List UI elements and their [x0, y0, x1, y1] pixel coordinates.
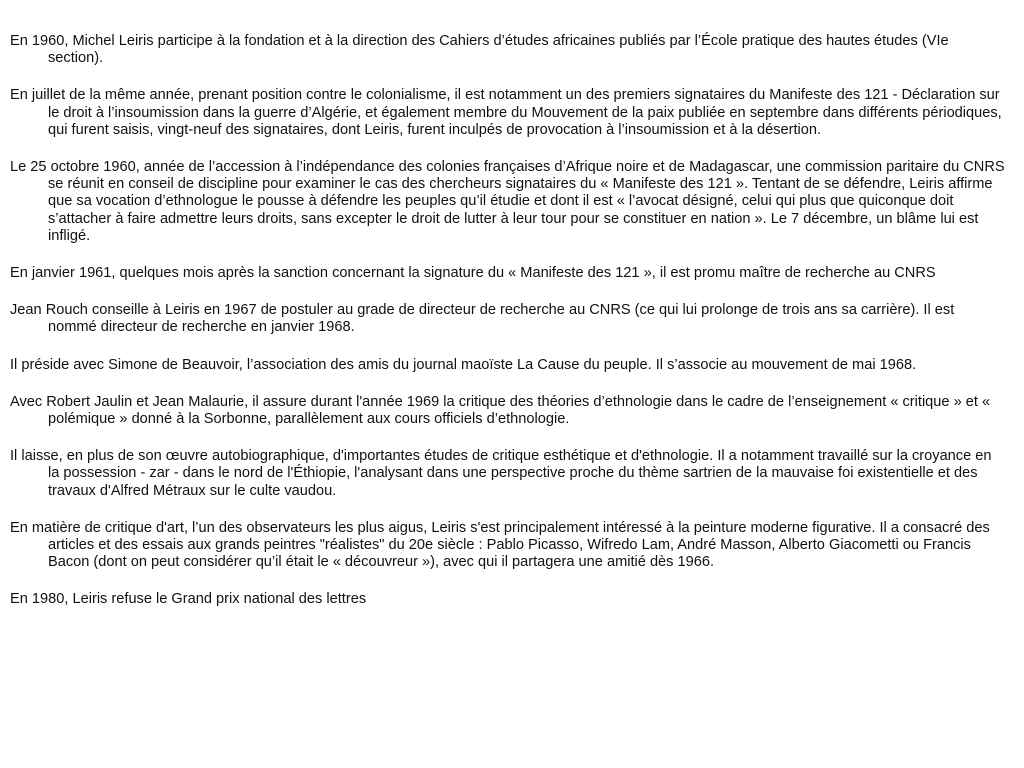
paragraph-8: Il laisse, en plus de son œuvre autobiographique, d'importantes études de critique esthétique et d'ethnologie. Il a notamment travaillé sur la croyance en la possession - zar - dans le nord de l'Éthiopie, l'analysant dans une perspective proche du thème sartrien de la mauvaise foi existentielle et des travaux d'Alfred Métraux sur le culte vaudou. [10, 448, 992, 499]
paragraph-3: Le 25 octobre 1960, année de l’accession à l’indépendance des colonies françaises d’Afrique noire et de Madagascar, une commission paritaire du CNRS se réunit en conseil de discipline pour examiner le cas des chercheurs signataires du « Manifeste des 121 ». Tentant de se défendre, Leiris affirme que sa vocation d’ethnologue le pousse à défendre les peuples qu’il étudie et dont il est « l’avocat désigné, celui qui plus que quiconque doit s’attacher à faire admettre leurs droits, sans excepter le droit de lutter à leur tour pour se constituer en nation ». Le 7 décembre, un blâme lui est infligé. [10, 159, 1005, 244]
paragraph-4: En janvier 1961, quelques mois après la sanction concernant la signature du « Manifeste des 121 », il est promu maître de recherche au CNRS [10, 265, 936, 282]
paragraph-10: En 1980, Leiris refuse le Grand prix national des lettres [10, 591, 367, 608]
paragraph-5: Jean Rouch conseille à Leiris en 1967 de postuler au grade de directeur de recherche au CNRS (ce qui lui prolonge de trois ans sa carrière). Il est nommé directeur de recherche en janvier 1968. [10, 302, 955, 336]
paragraph-1: En 1960, Michel Leiris participe à la fondation et à la direction des Cahiers d’études africaines publiés par l’École pratique des hautes études (VIe section). [10, 33, 949, 67]
paragraph-2: En juillet de la même année, prenant position contre le colonialisme, il est notamment un des premiers signataires du Manifeste des 121 - Déclaration sur le droit à l’insoumission dans la guerre d’Algérie, et également membre du Mouvement de la paix publiée en septembre dans différents périodiques, qui furent saisis, vingt-neuf des signataires, dont Leiris, furent inculpés de provocation à l’insoumission et à la désertion. [10, 87, 1002, 138]
paragraph-7: Avec Robert Jaulin et Jean Malaurie, il assure durant l'année 1969 la critique des théories d’ethnologie dans le cadre de l’enseignement « critique » et « polémique » donné à la Sorbonne, parallèlement aux cours officiels d’ethnologie. [10, 393, 991, 428]
paragraph-9: En matière de critique d'art, l’un des observateurs les plus aigus, Leiris s'est principalement intéressé à la peinture moderne figurative. Il a consacré des articles et des essais aux grands peintres "réalistes" du 20e siècle : Pablo Picasso, Wifredo Lam, André Masson, Alberto Giacometti ou Francis Bacon (dont on peut considérer qu’il était le « découvreur »), avec qui il partagera une amitié dès 1966. [10, 519, 990, 571]
paragraph-6: Il préside avec Simone de Beauvoir, l’association des amis du journal maoïste La Cause du peuple. Il s’associe au mouvement de mai 1968. [10, 356, 917, 373]
document-body [10, 33, 1006, 629]
